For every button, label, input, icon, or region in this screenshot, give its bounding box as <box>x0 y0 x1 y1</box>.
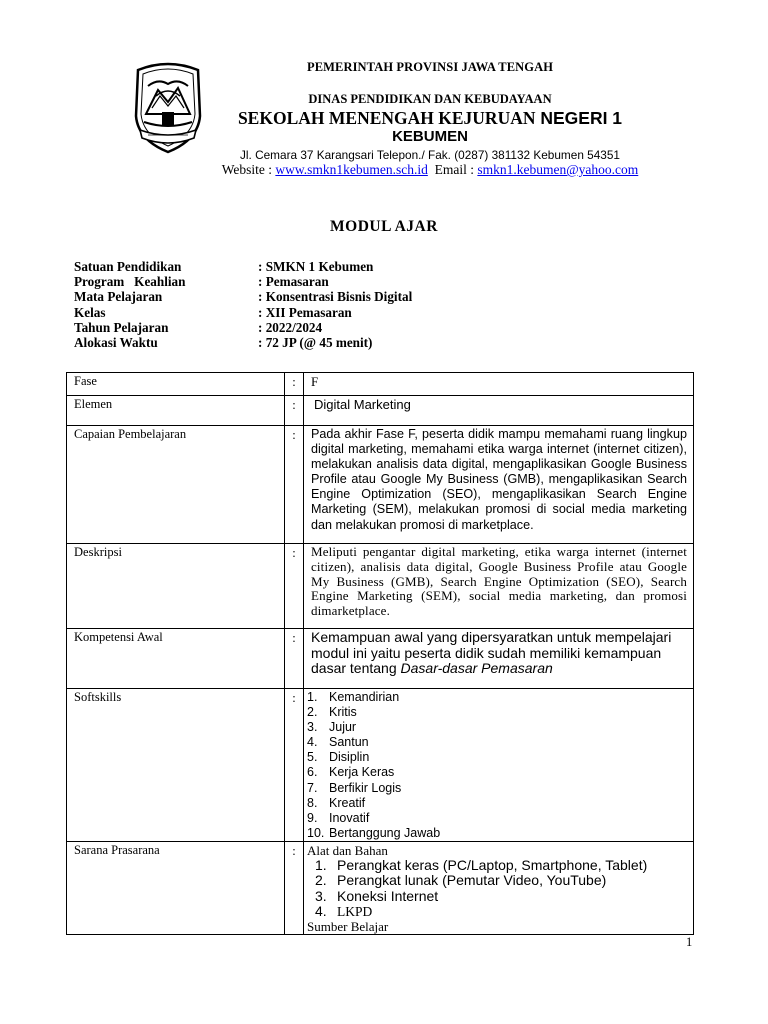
identity-value: : 72 JP (@ 45 menit) <box>258 334 373 350</box>
list-number: 9. <box>307 810 318 825</box>
sarana-subtitle: Alat dan Bahan <box>307 842 388 858</box>
row-label: Sarana Prasarana <box>67 841 285 934</box>
list-number: 2. <box>307 705 318 720</box>
government-heading: PEMERINTAH PROVINSI JAWA TENGAH <box>306 60 554 74</box>
kompetensi-italic: Dasar-dasar Pemasaran <box>400 660 553 676</box>
row-value: Pada akhir Fase F, peserta didik mampu memahami ruang lingkup digital marketing, memahami etika warga internet (internet citizen), melakukan analisis data digital, mengaplikasikan Google Business Profile atau Google My Business (GMB), mengaplikasikan Search Engine Optimization (SEO), mengaplikasikan Search Engine Marketing (SEM), melakukan promosi di social media marketing dan melakukan promosi di marketplace. <box>304 426 694 544</box>
table-row-deskripsi <box>67 544 694 629</box>
list-text: Koneksi Internet <box>337 887 439 904</box>
identity-row <box>74 289 494 304</box>
row-value <box>304 689 694 842</box>
list-text: Santun <box>329 735 369 750</box>
list-number: 2. <box>315 872 327 889</box>
list-item <box>307 904 687 919</box>
row-label: Capaian Pembelajaran <box>67 426 285 544</box>
list-item <box>307 720 687 735</box>
row-colon: : <box>285 396 304 426</box>
identity-value: : Konsentrasi Bisnis Digital <box>258 289 413 305</box>
list-number: 4. <box>315 902 327 919</box>
row-colon: : <box>285 629 304 689</box>
email-link[interactable]: smkn1.kebumen@yahoo.com <box>477 162 639 177</box>
list-text: Disiplin <box>329 750 370 765</box>
list-item <box>307 796 687 811</box>
school-address: Jl. Cemara 37 Karangsari Telepon./ Fak. (0287) 381132 Kebumen 54351 <box>240 148 620 162</box>
row-colon: : <box>285 841 304 934</box>
list-text: Perangkat keras (PC/Laptop, Smartphone, Tablet) <box>337 856 648 873</box>
row-value: Meliputi pengantar digital marketing, etika warga internet (internet citizen), analisis data digital, Google Business Profile atau Google My Business (GMB), Search Engine Optimization (SEO), Search Engine Marketing (SEM), social media marketing, dan promosi dimarketplace. <box>304 544 694 629</box>
contact-line <box>180 162 680 178</box>
list-text: Kritis <box>329 705 357 720</box>
identity-value: : XII Pemasaran <box>258 304 352 320</box>
row-colon: : <box>285 544 304 629</box>
list-item <box>307 826 687 841</box>
table-row-elemen <box>67 396 694 426</box>
list-number: 1. <box>315 856 327 873</box>
table-row-sarana <box>67 841 694 934</box>
list-text: Jujur <box>329 720 357 735</box>
identity-value: : Pemasaran <box>258 274 329 290</box>
list-item <box>307 858 687 873</box>
school-name <box>180 108 680 129</box>
list-item <box>307 690 687 705</box>
list-text: LKPD <box>337 903 373 919</box>
list-number: 3. <box>315 887 327 904</box>
list-number: 1. <box>307 690 318 704</box>
identity-key: Mata Pelajaran <box>74 289 163 305</box>
identity-key: Kelas <box>74 304 106 320</box>
identity-row <box>74 259 494 274</box>
identity-value: : 2022/2024 <box>258 319 323 335</box>
row-value: F <box>304 373 694 396</box>
softskills-list <box>307 690 687 841</box>
website-link[interactable]: www.smkn1kebumen.sch.id <box>275 162 428 177</box>
identity-value: : SMKN 1 Kebumen <box>258 259 374 274</box>
website-label: Website : <box>221 162 276 177</box>
row-label: Fase <box>67 373 285 396</box>
row-colon: : <box>285 426 304 544</box>
list-number: 5. <box>307 750 318 765</box>
table-row-fase <box>67 373 694 396</box>
identity-key: Tahun Pelajaran <box>74 319 169 335</box>
document-title: MODUL AJAR <box>330 218 438 235</box>
list-item <box>307 873 687 888</box>
list-number: 6. <box>307 765 318 780</box>
table-row-softskills <box>67 689 694 842</box>
row-label: Softskills <box>67 689 285 842</box>
list-item <box>307 750 687 765</box>
list-item <box>307 735 687 750</box>
list-number: 10. <box>307 825 325 840</box>
list-item <box>307 705 687 720</box>
list-text: Perangkat lunak (Pemutar Video, YouTube) <box>337 872 607 889</box>
list-number: 8. <box>307 795 318 810</box>
list-text: Inovatif <box>329 810 370 825</box>
row-value: Digital Marketing <box>304 396 694 426</box>
identity-row <box>74 305 494 320</box>
list-item <box>307 811 687 826</box>
list-item <box>307 765 687 780</box>
list-text: Berfikir Logis <box>329 780 402 795</box>
identity-row <box>74 274 494 289</box>
sarana-list <box>307 858 687 919</box>
department-heading: DINAS PENDIDIKAN DAN KEBUDAYAAN <box>308 92 552 106</box>
kompetensi-text: Kemampuan awal yang dipersyaratkan untuk mempelajari modul ini yaitu peserta didik sudah memiliki kemampuan dasar tentang <box>311 629 672 676</box>
email-label: Email : <box>434 162 478 177</box>
list-number: 4. <box>307 735 318 750</box>
row-colon: : <box>285 373 304 396</box>
table-row-kompetensi <box>67 629 694 689</box>
school-name-number: NEGERI 1 <box>535 108 623 128</box>
page-number: 1 <box>686 935 693 949</box>
row-label: Kompetensi Awal <box>67 629 285 689</box>
row-label: Deskripsi <box>67 544 285 629</box>
list-item <box>307 781 687 796</box>
school-city: KEBUMEN <box>392 128 468 145</box>
identity-key: Satuan Pendidikan <box>74 259 182 274</box>
identity-key: Program Keahlian <box>74 274 186 290</box>
row-label: Elemen <box>67 396 285 426</box>
list-number: 3. <box>307 720 318 735</box>
list-number: 7. <box>307 780 318 795</box>
table-row-capaian <box>67 426 694 544</box>
row-colon: : <box>285 689 304 842</box>
row-value <box>304 629 694 689</box>
sarana-footer: Sumber Belajar <box>307 919 389 935</box>
list-item <box>307 889 687 904</box>
identity-row <box>74 320 494 335</box>
school-name-main: SEKOLAH MENENGAH KEJURUAN <box>237 108 536 128</box>
list-text: Kerja Keras <box>329 765 395 780</box>
list-text: Kemandirian <box>329 690 400 704</box>
identity-row <box>74 335 494 350</box>
identity-block <box>74 259 494 350</box>
list-text: Bertanggung Jawab <box>329 825 441 840</box>
module-info-table <box>66 372 694 935</box>
identity-key: Alokasi Waktu <box>74 334 158 350</box>
row-value <box>304 841 694 934</box>
list-text: Kreatif <box>329 795 366 810</box>
